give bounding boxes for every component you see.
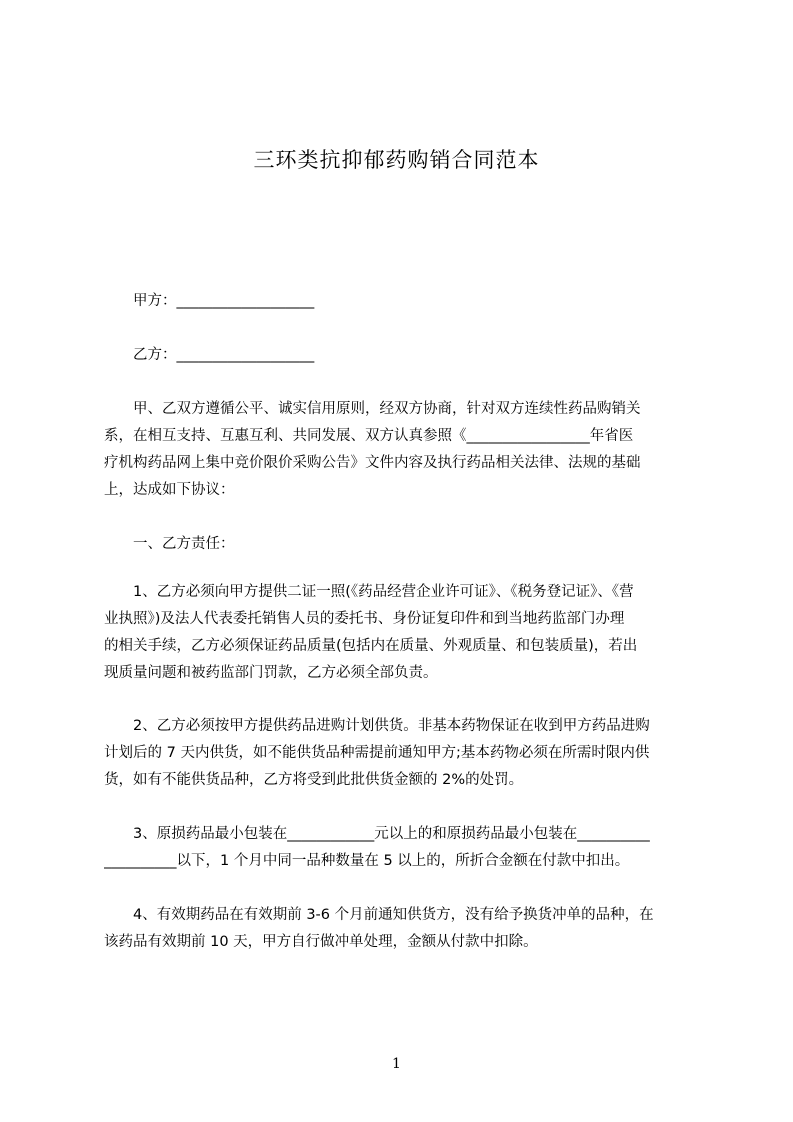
section-heading: 一、乙方责任： — [104, 536, 235, 552]
clause-1-line-1: 1、乙方必须向甲方提供二证一照(《药品经营企业许可证》、《税务登记证》、《营 — [104, 584, 634, 600]
clause-4-line-2: 该药品有效期前 10 天，甲方自行做冲单处理，金额从付款中扣除。 — [104, 934, 538, 950]
intro-line-1: 甲、乙双方遵循公平、诚实信用原则，经双方协商，针对双方连续性药品购销关 — [104, 401, 641, 417]
intro-line-4: 上，达成如下协议： — [104, 482, 235, 498]
clause-2-line-2: 计划后的 7 天内供货，如不能供货品种需提前通知甲方;基本药物必须在所需时限内供 — [104, 745, 650, 761]
intro-line-3: 疗机构药品网上集中竞价限价采购公告》文件内容及执行药品相关法律、法规的基础 — [104, 455, 641, 471]
page-number: 1 — [392, 1056, 401, 1072]
clause-4-line-1: 4、有效期药品在有效期前 3-6 个月前通知供货方，没有给予换货冲单的品种，在 — [104, 907, 654, 923]
clause-3-line-2: __________以下，1 个月中同一品种数量在 5 以上的，所折合金额在付款中扣出。 — [104, 853, 630, 869]
clause-1-line-2: 业执照》)及法人代表委托销售人员的委托书、身份证复印件和到当地药监部门办理 — [104, 611, 625, 627]
clause-1-line-3: 的相关手续，乙方必须保证药品质量(包括内在质量、外观质量、和包装质量)，若出 — [104, 638, 638, 654]
document-title: 三环类抗抑郁药购销合同范本 — [253, 148, 540, 172]
clause-3-line-1: 3、原损药品最小包装在____________元以上的和原损药品最小包装在__________ — [104, 826, 650, 842]
intro-line-2: 系，在相互支持、互惠互利、共同发展、双方认真参照《_________________年省医 — [104, 428, 634, 444]
party-a-line: 甲方：___________________ — [104, 293, 315, 309]
clause-2-line-1: 2、乙方必须按甲方提供药品进购计划供货。非基本药物保证在收到甲方药品进购 — [104, 718, 650, 734]
party-b-line: 乙方：___________________ — [104, 347, 315, 363]
clause-2-line-3: 货，如有不能供货品种，乙方将受到此批供货金额的 2%的处罚。 — [104, 772, 524, 788]
clause-1-line-4: 现质量问题和被药监部门罚款，乙方必须全部负责。 — [104, 665, 438, 681]
